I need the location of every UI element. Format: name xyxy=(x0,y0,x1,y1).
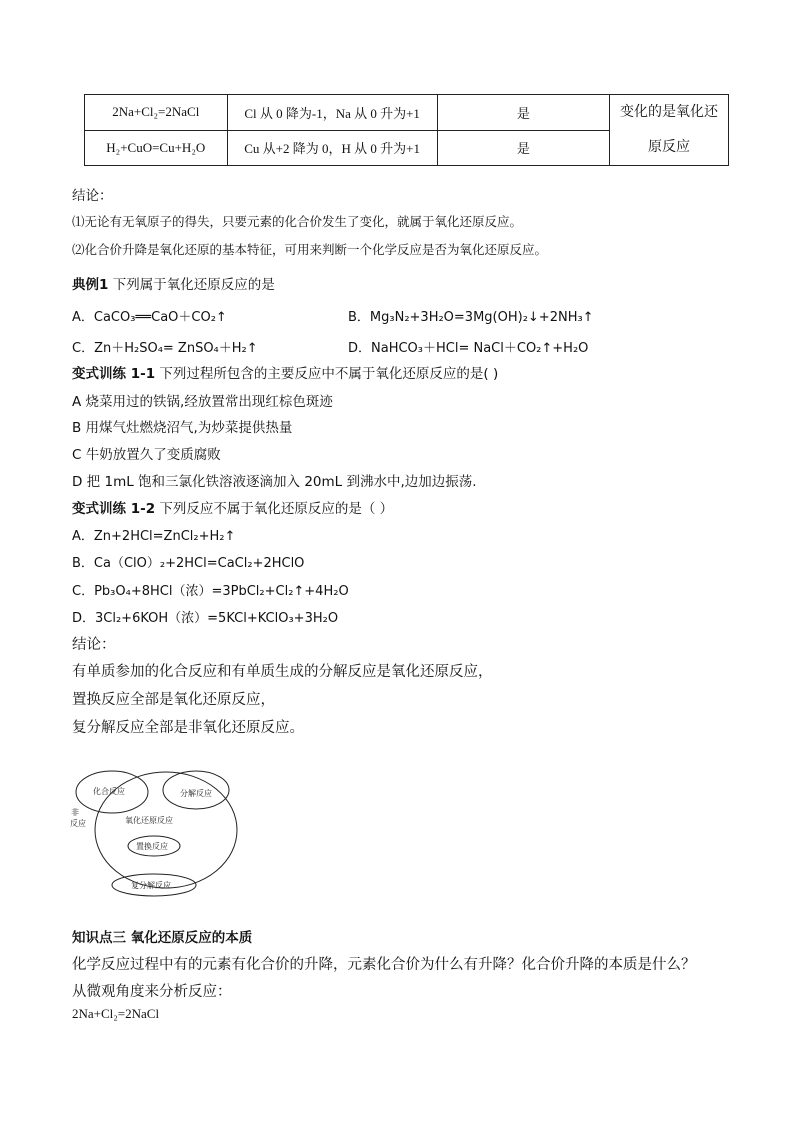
conclusion2-line1: 有单质参加的化合反应和有单质生成的分解反应是氧化还原反应， xyxy=(72,664,493,680)
conclusion2-line2: 置换反应全部是氧化还原反应， xyxy=(72,692,275,708)
example1-option-d: D．NaHCO₃＋HCl= NaCl＋CO₂↑+H₂O xyxy=(348,341,589,356)
table-row xyxy=(85,95,729,131)
venn-label-non-redox-bottom: 反应 xyxy=(70,819,86,828)
variant11-label: 变式训练 1-1 xyxy=(72,366,156,382)
table-cell-is-change: 是 xyxy=(437,95,609,131)
example1-option-a: A．CaCO₃══CaO＋CO₂↑ xyxy=(72,310,227,325)
table-conclusion-line1: 变化的是氧化还 xyxy=(620,105,719,120)
conclusion1-title: 结论： xyxy=(72,188,113,204)
section3-line2: 从微观角度来分析反应： xyxy=(72,984,232,1000)
conclusion2-title: 结论： xyxy=(72,637,116,653)
variant11-option-b: B 用煤气灶燃烧沼气,为炒菜提供热量 xyxy=(72,420,293,436)
variant11-text: 下列过程所包含的主要反应中不属于氧化还原反应的是( ) xyxy=(155,366,499,382)
variant12-question xyxy=(72,497,393,517)
variant12-option-b: B．Ca（ClO）₂+2HCl=CaCl₂+2HClO xyxy=(72,556,305,571)
variant11-option-c: C 牛奶放置久了变质腐败 xyxy=(72,447,221,463)
variant12-option-d: D．3Cl₂+6KOH（浓）=5KCl+KClO₃+3H₂O xyxy=(72,611,339,626)
table-cell-valence-change: Cl 从 0 降为-1，Na 从 0 升为+1 xyxy=(227,95,437,131)
example1-option-b: B．Mg₃N₂+3H₂O=3Mg(OH)₂↓+2NH₃↑ xyxy=(348,310,594,325)
venn-label-displacement: 置换反应 xyxy=(136,842,168,851)
section3-line1: 化学反应过程中有的元素有化合价的升降，元素化合价为什么有升降？化合价升降的本质是什么？ xyxy=(72,957,696,973)
example1-text: 下列属于氧化还原反应的是 xyxy=(108,277,275,293)
variant12-text: 下列反应不属于氧化还原反应的是（ ） xyxy=(155,501,394,517)
section3-equation: 2Na+Cl₂=2NaCl xyxy=(72,1006,160,1021)
reaction-table xyxy=(84,94,729,166)
venn-label-decomposition: 分解反应 xyxy=(180,789,212,798)
example1-option-c: C．Zn＋H₂SO₄= ZnSO₄＋H₂↑ xyxy=(72,341,258,356)
variant11-option-d: D 把 1mL 饱和三氯化铁溶液逐滴加入 20mL 到沸水中,边加边振荡. xyxy=(72,474,477,490)
conclusion1-point1: ⑴无论有无氧原子的得失，只要元素的化合价发生了变化，就属于氧化还原反应。 xyxy=(72,214,523,229)
example1-label: 典例1 xyxy=(72,277,109,293)
venn-label-redox: 氧化还原反应 xyxy=(125,816,173,825)
variant12-option-a: A．Zn+2HCl=ZnCl₂+H₂↑ xyxy=(72,529,236,544)
venn-label-combination: 化合反应 xyxy=(93,787,125,796)
table-conclusion-line2: 原反应 xyxy=(648,140,691,155)
venn-label-non-redox-top: 非 xyxy=(71,808,79,817)
variant11-option-a: A 烧菜用过的铁锅,经放置常出现红棕色斑迹 xyxy=(72,394,333,410)
table-cell-equation: H₂+CuO=Cu+H₂O xyxy=(85,130,228,166)
example1-question xyxy=(72,273,275,293)
table-cell-equation: 2Na+Cl₂=2NaCl xyxy=(85,95,228,131)
reaction-type-venn-diagram xyxy=(68,768,248,904)
variant12-label: 变式训练 1-2 xyxy=(72,501,156,517)
conclusion1-point2: ⑵化合价升降是氧化还原的基本特征，可用来判断一个化学反应是否为氧化还原反应。 xyxy=(72,242,548,257)
variant11-question xyxy=(72,362,498,382)
table-cell-conclusion xyxy=(610,95,729,166)
table-cell-valence-change: Cu 从+2 降为 0，H 从 0 升为+1 xyxy=(227,130,437,166)
section3-title: 知识点三 氧化还原反应的本质 xyxy=(72,930,253,946)
conclusion2-line3: 复分解反应全部是非氧化还原反应。 xyxy=(72,720,304,736)
venn-label-double-decomposition: 复分解反应 xyxy=(131,881,171,890)
table-cell-is-change: 是 xyxy=(437,130,609,166)
variant12-option-c: C．Pb₃O₄+8HCl（浓）=3PbCl₂+Cl₂↑+4H₂O xyxy=(72,584,349,599)
